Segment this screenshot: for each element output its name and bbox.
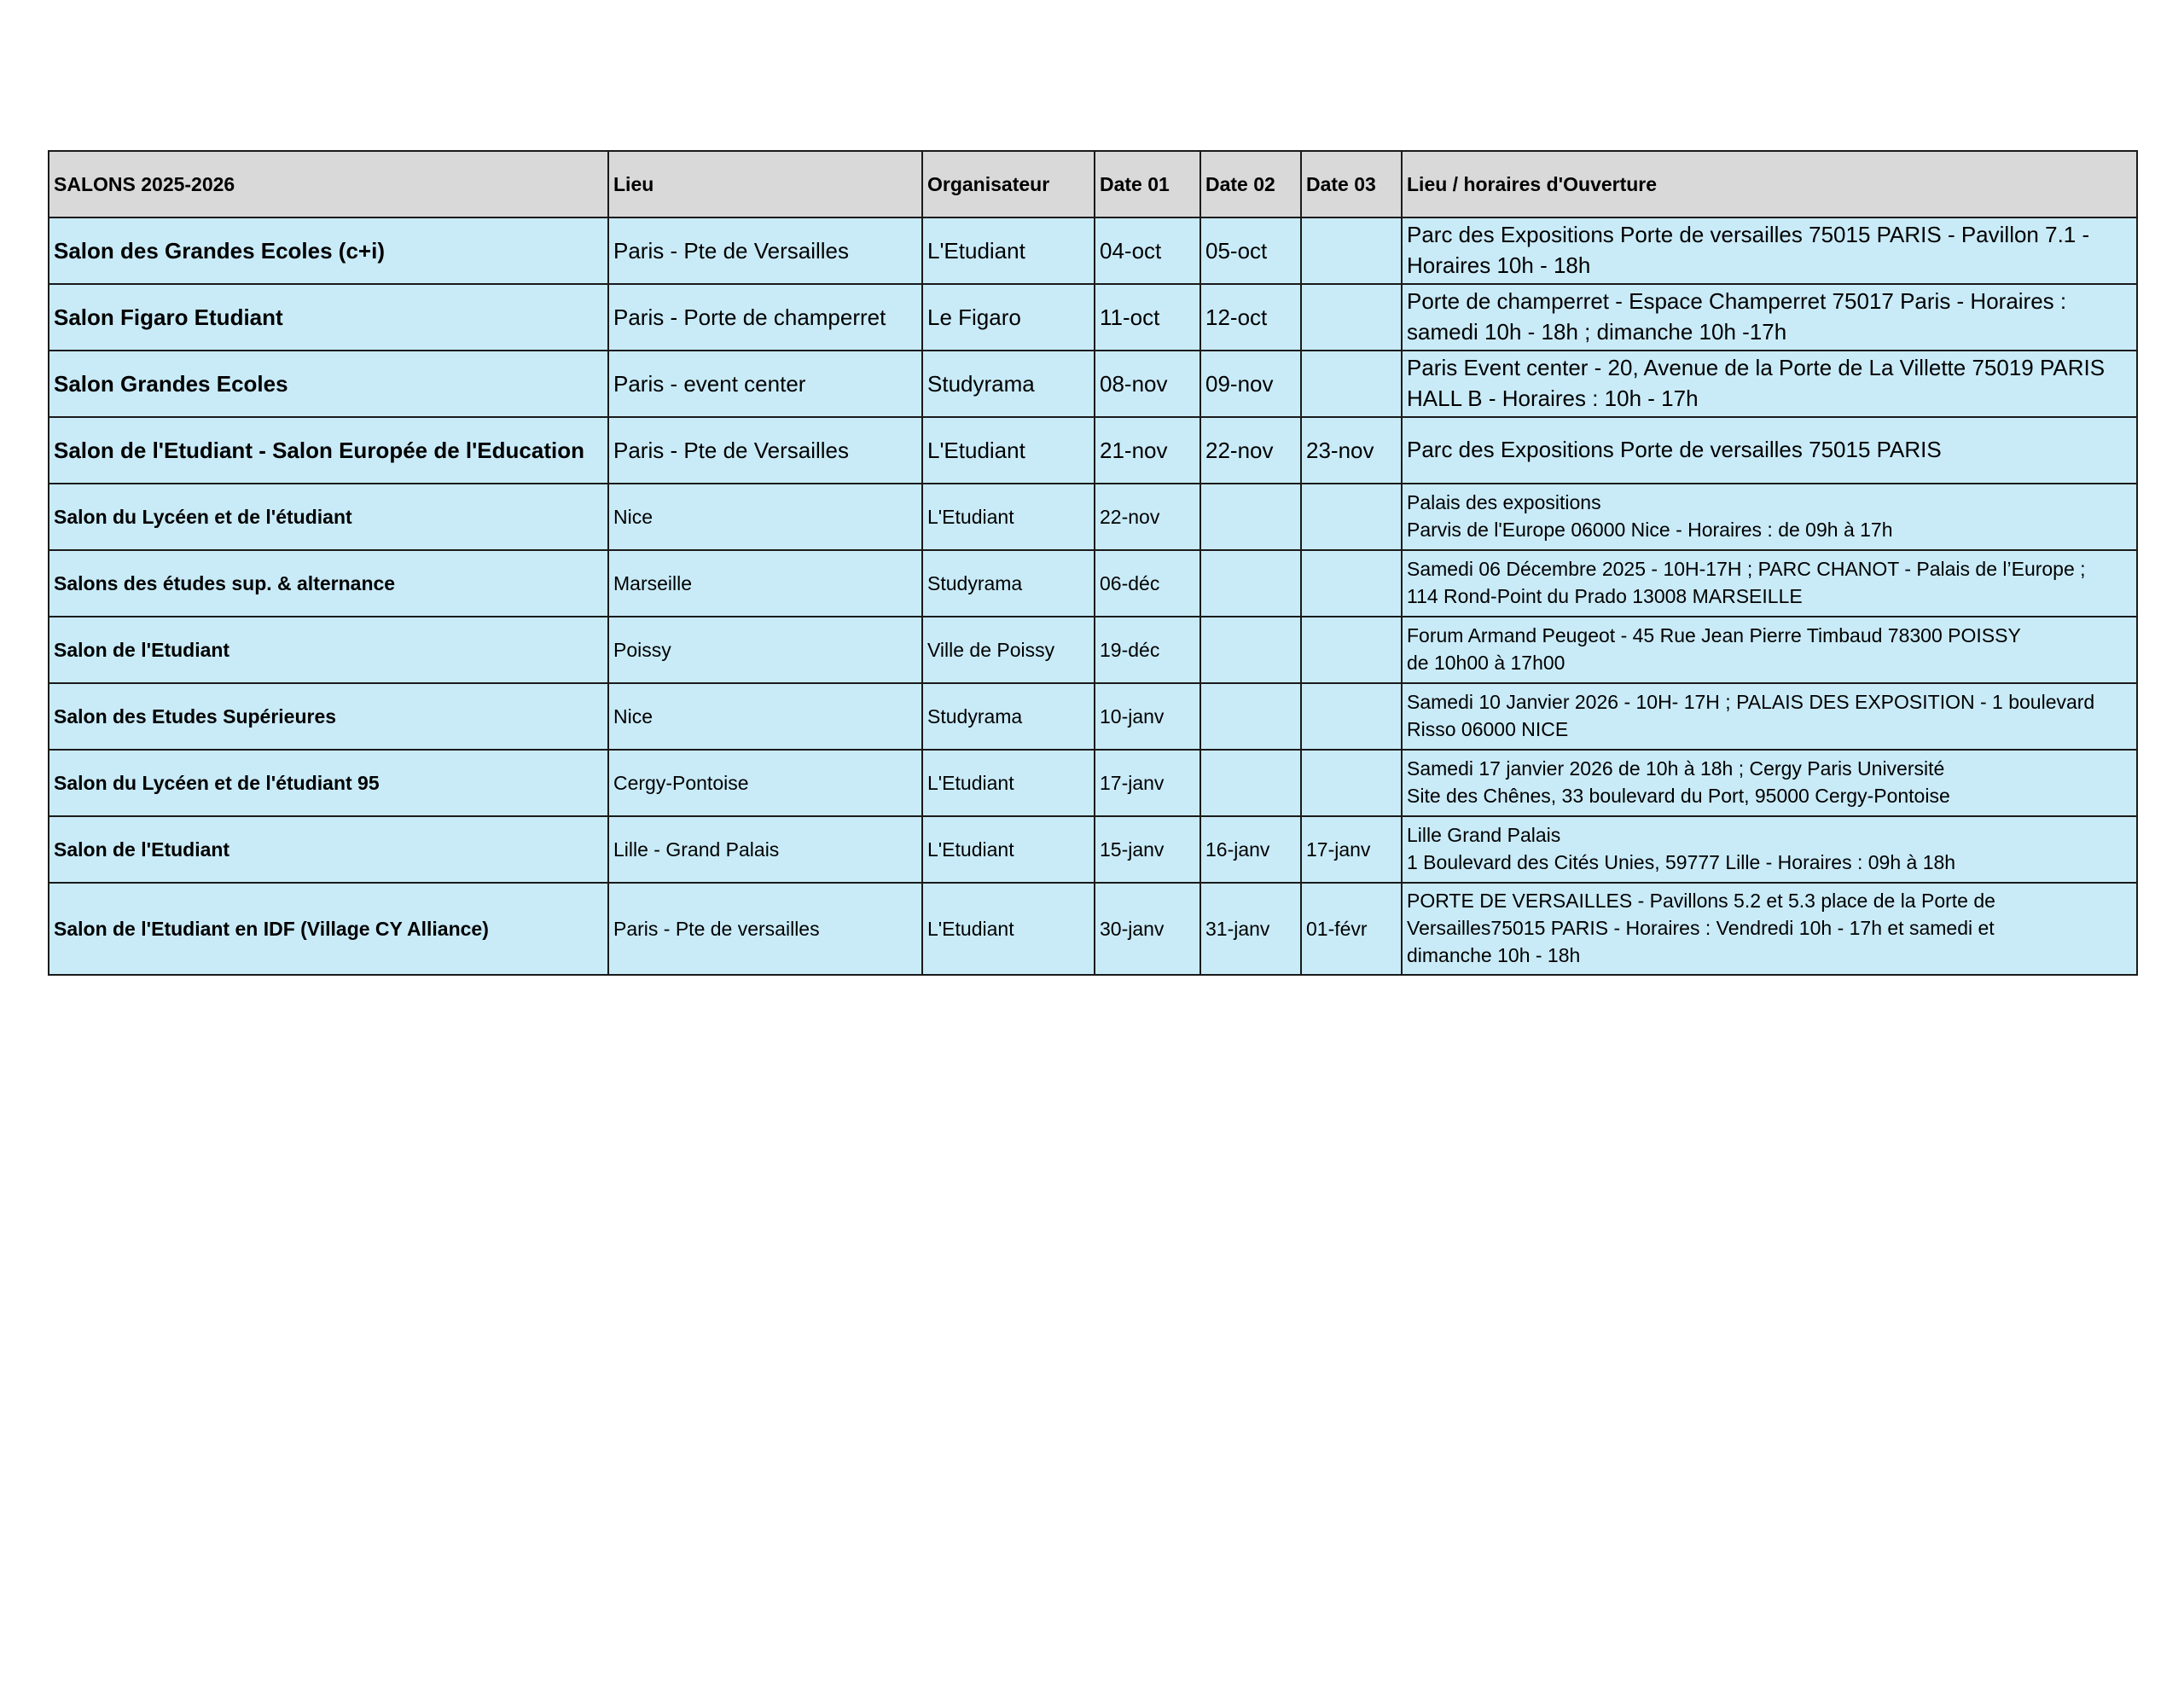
cell-date03[interactable]: 01-févr <box>1301 883 1402 975</box>
cell-organisateur[interactable]: L'Etudiant <box>922 484 1095 550</box>
info-line: Paris Event center - 20, Avenue de la Porte de La Villette 75019 PARIS <box>1407 355 2106 381</box>
info-line: Parc des Expositions Porte de versailles 75015 PARIS <box>1407 437 1942 463</box>
cell-date01[interactable]: 10-janv <box>1095 683 1200 750</box>
cell-salon[interactable]: Salon des Grandes Ecoles (c+i) <box>49 217 608 284</box>
header-cell-info[interactable]: Lieu / horaires d'Ouverture <box>1402 151 2137 217</box>
cell-info[interactable] <box>1402 816 2137 883</box>
cell-date01[interactable]: 06-déc <box>1095 550 1200 617</box>
cell-info[interactable] <box>1402 750 2137 816</box>
cell-date02[interactable] <box>1200 617 1301 683</box>
info-line: Parc des Expositions Porte de versailles 75015 PARIS - Pavillon 7.1 - <box>1407 222 2090 248</box>
cell-date03[interactable] <box>1301 351 1402 417</box>
salons-table <box>48 150 2138 976</box>
cell-organisateur[interactable]: L'Etudiant <box>922 816 1095 883</box>
info-line: Palais des expositions <box>1407 491 1601 514</box>
info-line: Risso 06000 NICE <box>1407 718 1569 740</box>
info-line: 114 Rond-Point du Prado 13008 MARSEILLE <box>1407 585 1803 607</box>
header-row <box>49 151 2137 217</box>
header-cell-date03[interactable]: Date 03 <box>1301 151 1402 217</box>
cell-date03[interactable] <box>1301 683 1402 750</box>
cell-date01[interactable]: 30-janv <box>1095 883 1200 975</box>
cell-lieu[interactable]: Paris - Pte de Versailles <box>608 417 922 484</box>
table-row <box>49 417 2137 484</box>
table-row <box>49 217 2137 284</box>
cell-lieu[interactable]: Paris - Pte de versailles <box>608 883 922 975</box>
cell-organisateur[interactable]: Le Figaro <box>922 284 1095 351</box>
cell-lieu[interactable]: Poissy <box>608 617 922 683</box>
cell-date02[interactable]: 16-janv <box>1200 816 1301 883</box>
info-line: PORTE DE VERSAILLES - Pavillons 5.2 et 5.3 place de la Porte de <box>1407 890 1995 913</box>
cell-organisateur[interactable]: Studyrama <box>922 683 1095 750</box>
cell-date03[interactable] <box>1301 217 1402 284</box>
info-line: de 10h00 à 17h00 <box>1407 652 1565 674</box>
cell-salon[interactable]: Salon de l'Etudiant en IDF (Village CY Alliance) <box>49 883 608 975</box>
info-line: Horaires 10h - 18h <box>1407 252 1591 278</box>
table-row <box>49 750 2137 816</box>
cell-info[interactable] <box>1402 417 2137 484</box>
info-line: Parvis de l'Europe 06000 Nice - Horaires : de 09h à 17h <box>1407 519 1893 541</box>
cell-salon[interactable]: Salons des études sup. & alternance <box>49 550 608 617</box>
cell-organisateur[interactable]: L'Etudiant <box>922 417 1095 484</box>
cell-date02[interactable]: 05-oct <box>1200 217 1301 284</box>
cell-date03[interactable] <box>1301 284 1402 351</box>
info-line: Samedi 10 Janvier 2026 - 10H- 17H ; PALAIS DES EXPOSITION - 1 boulevard <box>1407 691 2095 714</box>
info-line: Forum Armand Peugeot - 45 Rue Jean Pierre Timbaud 78300 POISSY <box>1407 624 2021 647</box>
cell-date02[interactable] <box>1200 484 1301 550</box>
cell-date01[interactable]: 08-nov <box>1095 351 1200 417</box>
cell-lieu[interactable]: Nice <box>608 484 922 550</box>
info-line: dimanche 10h - 18h <box>1407 943 1581 966</box>
info-line: HALL B - Horaires : 10h - 17h <box>1407 386 1699 411</box>
cell-info[interactable] <box>1402 484 2137 550</box>
cell-date01[interactable]: 19-déc <box>1095 617 1200 683</box>
info-line: Site des Chênes, 33 boulevard du Port, 95000 Cergy-Pontoise <box>1407 785 1950 807</box>
table-row <box>49 351 2137 417</box>
cell-date01[interactable]: 11-oct <box>1095 284 1200 351</box>
header-cell-date02[interactable]: Date 02 <box>1200 151 1301 217</box>
cell-date03[interactable]: 23-nov <box>1301 417 1402 484</box>
cell-lieu[interactable]: Marseille <box>608 550 922 617</box>
cell-date03[interactable] <box>1301 484 1402 550</box>
header-cell-date01[interactable]: Date 01 <box>1095 151 1200 217</box>
cell-salon[interactable]: Salon de l'Etudiant <box>49 816 608 883</box>
cell-lieu[interactable]: Cergy-Pontoise <box>608 750 922 816</box>
cell-organisateur[interactable]: L'Etudiant <box>922 883 1095 975</box>
header-cell-lieu[interactable]: Lieu <box>608 151 922 217</box>
table-row <box>49 484 2137 550</box>
cell-date02[interactable] <box>1200 550 1301 617</box>
cell-date02[interactable] <box>1200 750 1301 816</box>
cell-date02[interactable]: 22-nov <box>1200 417 1301 484</box>
cell-salon[interactable]: Salon du Lycéen et de l'étudiant <box>49 484 608 550</box>
info-line: Versailles75015 PARIS - Horaires : Vendredi 10h - 17h et samedi et <box>1407 917 1995 940</box>
info-line: Lille Grand Palais <box>1407 824 1561 847</box>
info-line: Porte de champerret - Espace Champerret 75017 Paris - Horaires : <box>1407 288 2067 315</box>
cell-date03[interactable]: 17-janv <box>1301 816 1402 883</box>
cell-organisateur[interactable]: L'Etudiant <box>922 217 1095 284</box>
table-row <box>49 617 2137 683</box>
cell-salon[interactable]: Salon Grandes Ecoles <box>49 351 608 417</box>
cell-date03[interactable] <box>1301 617 1402 683</box>
cell-date01[interactable]: 17-janv <box>1095 750 1200 816</box>
cell-info[interactable] <box>1402 683 2137 750</box>
table-row <box>49 550 2137 617</box>
table-row <box>49 683 2137 750</box>
cell-salon[interactable]: Salon de l'Etudiant <box>49 617 608 683</box>
table-row <box>49 816 2137 883</box>
cell-salon[interactable]: Salon des Etudes Supérieures <box>49 683 608 750</box>
cell-date03[interactable] <box>1301 750 1402 816</box>
cell-date01[interactable]: 22-nov <box>1095 484 1200 550</box>
cell-lieu[interactable]: Lille - Grand Palais <box>608 816 922 883</box>
cell-date03[interactable] <box>1301 550 1402 617</box>
cell-date01[interactable]: 15-janv <box>1095 816 1200 883</box>
cell-date01[interactable]: 04-oct <box>1095 217 1200 284</box>
cell-info[interactable] <box>1402 284 2137 351</box>
cell-date02[interactable]: 12-oct <box>1200 284 1301 351</box>
cell-salon[interactable]: Salon Figaro Etudiant <box>49 284 608 351</box>
cell-salon[interactable]: Salon du Lycéen et de l'étudiant 95 <box>49 750 608 816</box>
info-line: samedi 10h - 18h ; dimanche 10h -17h <box>1407 319 1787 345</box>
cell-info[interactable] <box>1402 217 2137 284</box>
cell-organisateur[interactable]: Studyrama <box>922 550 1095 617</box>
cell-organisateur[interactable]: L'Etudiant <box>922 750 1095 816</box>
info-line: Samedi 06 Décembre 2025 - 10H-17H ; PARC CHANOT - Palais de l’Europe ; <box>1407 558 2086 581</box>
cell-date01[interactable]: 21-nov <box>1095 417 1200 484</box>
cell-lieu[interactable]: Paris - Porte de champerret <box>608 284 922 351</box>
cell-info[interactable] <box>1402 351 2137 417</box>
cell-info[interactable] <box>1402 617 2137 683</box>
cell-organisateur[interactable]: Studyrama <box>922 351 1095 417</box>
cell-lieu[interactable]: Nice <box>608 683 922 750</box>
cell-organisateur[interactable]: Ville de Poissy <box>922 617 1095 683</box>
cell-date02[interactable] <box>1200 683 1301 750</box>
cell-info[interactable] <box>1402 883 2137 975</box>
table-row <box>49 883 2137 975</box>
cell-info[interactable] <box>1402 550 2137 617</box>
header-cell-salon[interactable]: SALONS 2025-2026 <box>49 151 608 217</box>
spreadsheet-sheet <box>48 150 2136 976</box>
info-line: 1 Boulevard des Cités Unies, 59777 Lille - Horaires : 09h à 18h <box>1407 851 1956 873</box>
cell-salon[interactable]: Salon de l'Etudiant - Salon Europée de l'Education <box>49 417 608 484</box>
header-cell-organisateur[interactable]: Organisateur <box>922 151 1095 217</box>
cell-lieu[interactable]: Paris - Pte de Versailles <box>608 217 922 284</box>
cell-lieu[interactable]: Paris - event center <box>608 351 922 417</box>
cell-date02[interactable]: 31-janv <box>1200 883 1301 975</box>
table-row <box>49 284 2137 351</box>
info-line: Samedi 17 janvier 2026 de 10h à 18h ; Cergy Paris Université <box>1407 757 1945 780</box>
cell-date02[interactable]: 09-nov <box>1200 351 1301 417</box>
